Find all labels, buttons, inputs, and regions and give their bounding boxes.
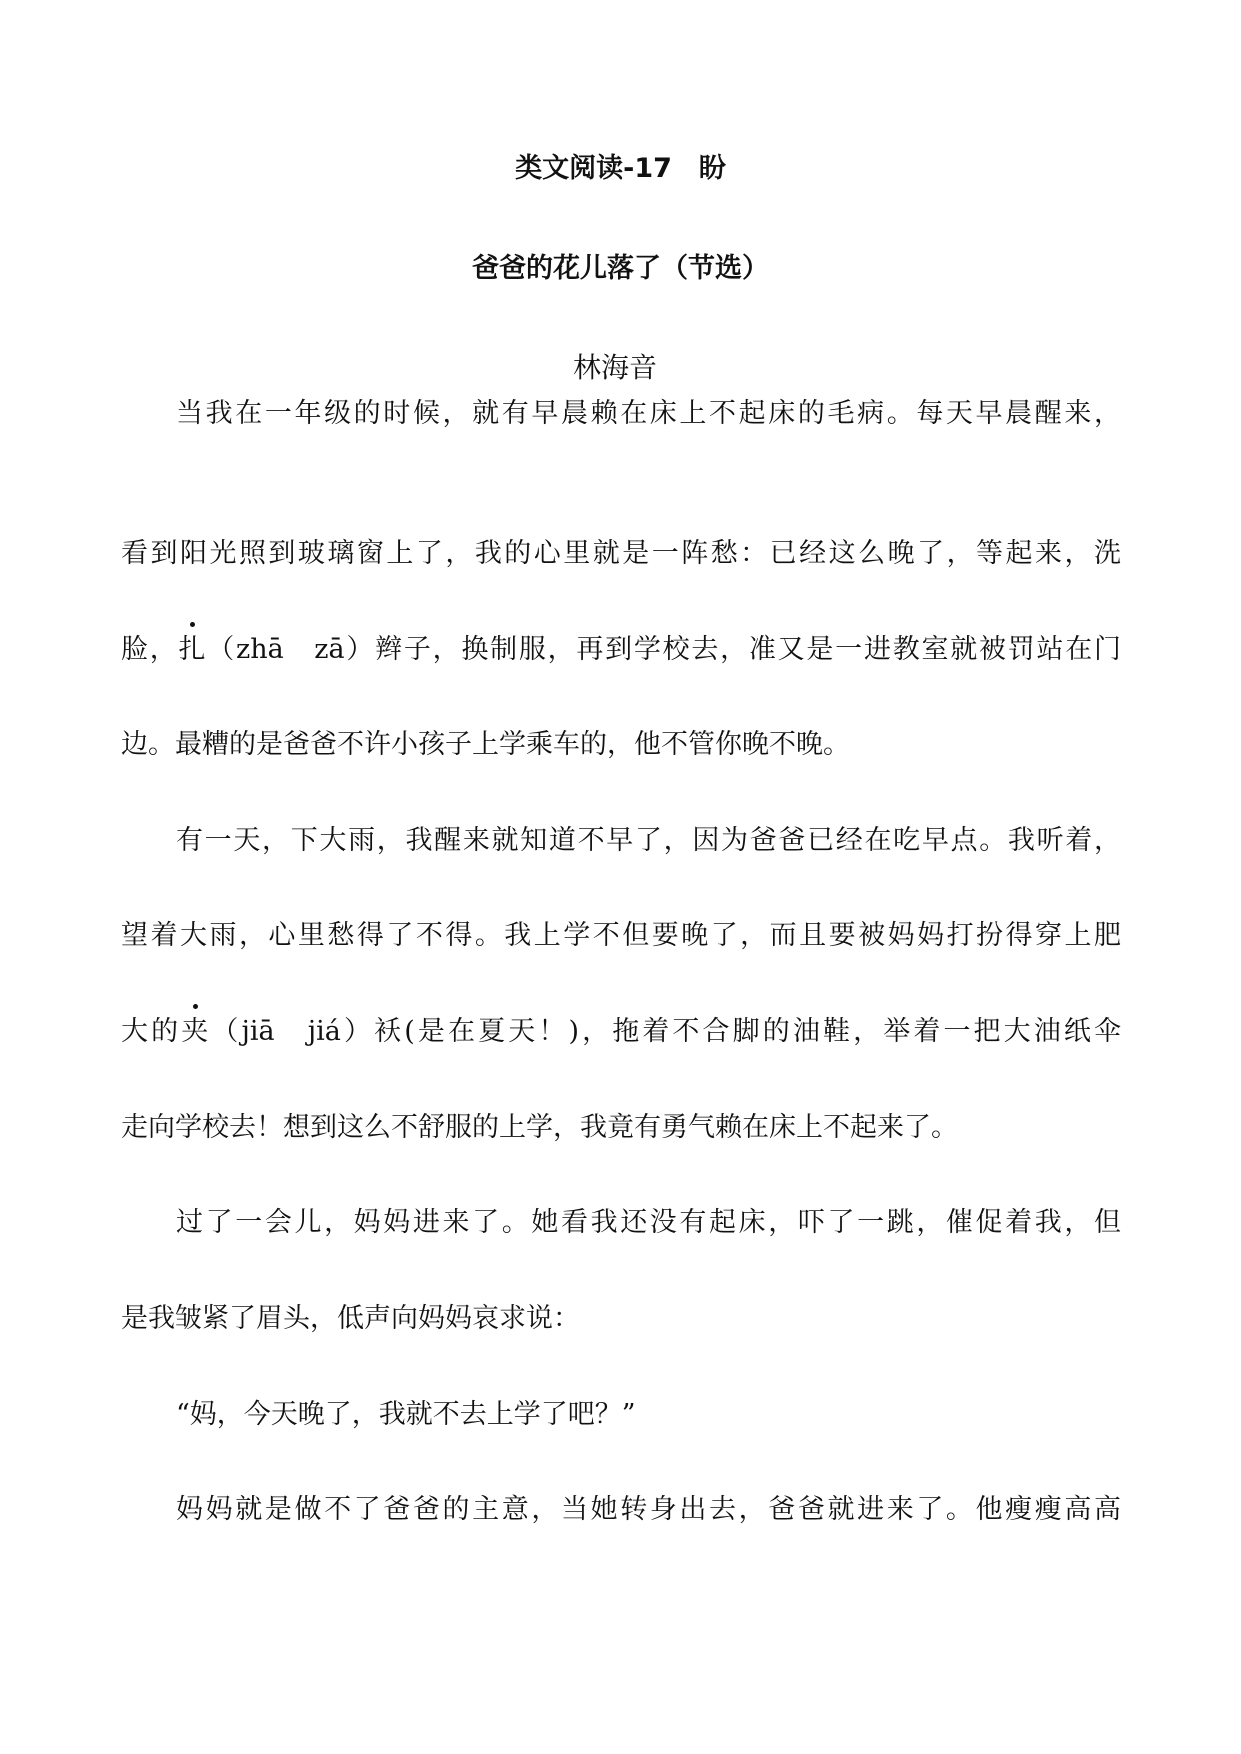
emphasized-char: 夹 [181, 1014, 208, 1050]
text-line: 是我皱紧了眉头，低声向妈妈哀求说： [121, 1303, 580, 1334]
text-line: 边。最糟的是爸爸不许小孩子上学乘车的，他不管你晚不晚。 [121, 729, 850, 760]
article-title: 爸爸的花儿落了（节选） [472, 253, 769, 284]
text-line: 望着大雨，心里愁得了不得。我上学不但要晚了，而且要被妈妈打扮得穿上肥 [121, 920, 1121, 951]
text-segment: （jiā jiá）袄(是在夏天！)，拖着不合脚的油鞋，举着一把大油纸伞 [208, 1016, 1122, 1047]
text-line: 妈妈就是做不了爸爸的主意，当她转身出去，爸爸就进来了。他瘦瘦高高 [176, 1494, 1121, 1525]
text-line: 当我在一年级的时候，就有早晨赖在床上不起床的毛病。每天早晨醒来， [176, 398, 1121, 429]
text-line-with-annotation [121, 632, 1121, 668]
text-segment: 脸， [121, 634, 179, 665]
series-title: 类文阅读-17 盼 [515, 153, 726, 184]
text-line: 走向学校去！想到这么不舒服的上学，我竟有勇气赖在床上不起来了。 [121, 1112, 958, 1143]
text-line: 看到阳光照到玻璃窗上了，我的心里就是一阵愁：已经这么晚了，等起来，洗 [121, 538, 1121, 569]
text-line: “妈，今天晚了，我就不去上学了吧？” [176, 1399, 636, 1430]
text-line: 有一天，下大雨，我醒来就知道不早了，因为爸爸已经在吃早点。我听着， [176, 825, 1121, 856]
text-segment: 大的 [121, 1016, 182, 1047]
text-segment: （zhā zā）辫子，换制服，再到学校去，准又是一进教室就被罚站在门 [205, 634, 1121, 665]
text-line-with-annotation [121, 1014, 1121, 1050]
emphasized-char: 扎 [179, 632, 206, 668]
text-line: 过了一会儿，妈妈进来了。她看我还没有起床，吓了一跳，催促着我，但 [176, 1207, 1121, 1238]
author-name: 林海音 [573, 351, 658, 384]
